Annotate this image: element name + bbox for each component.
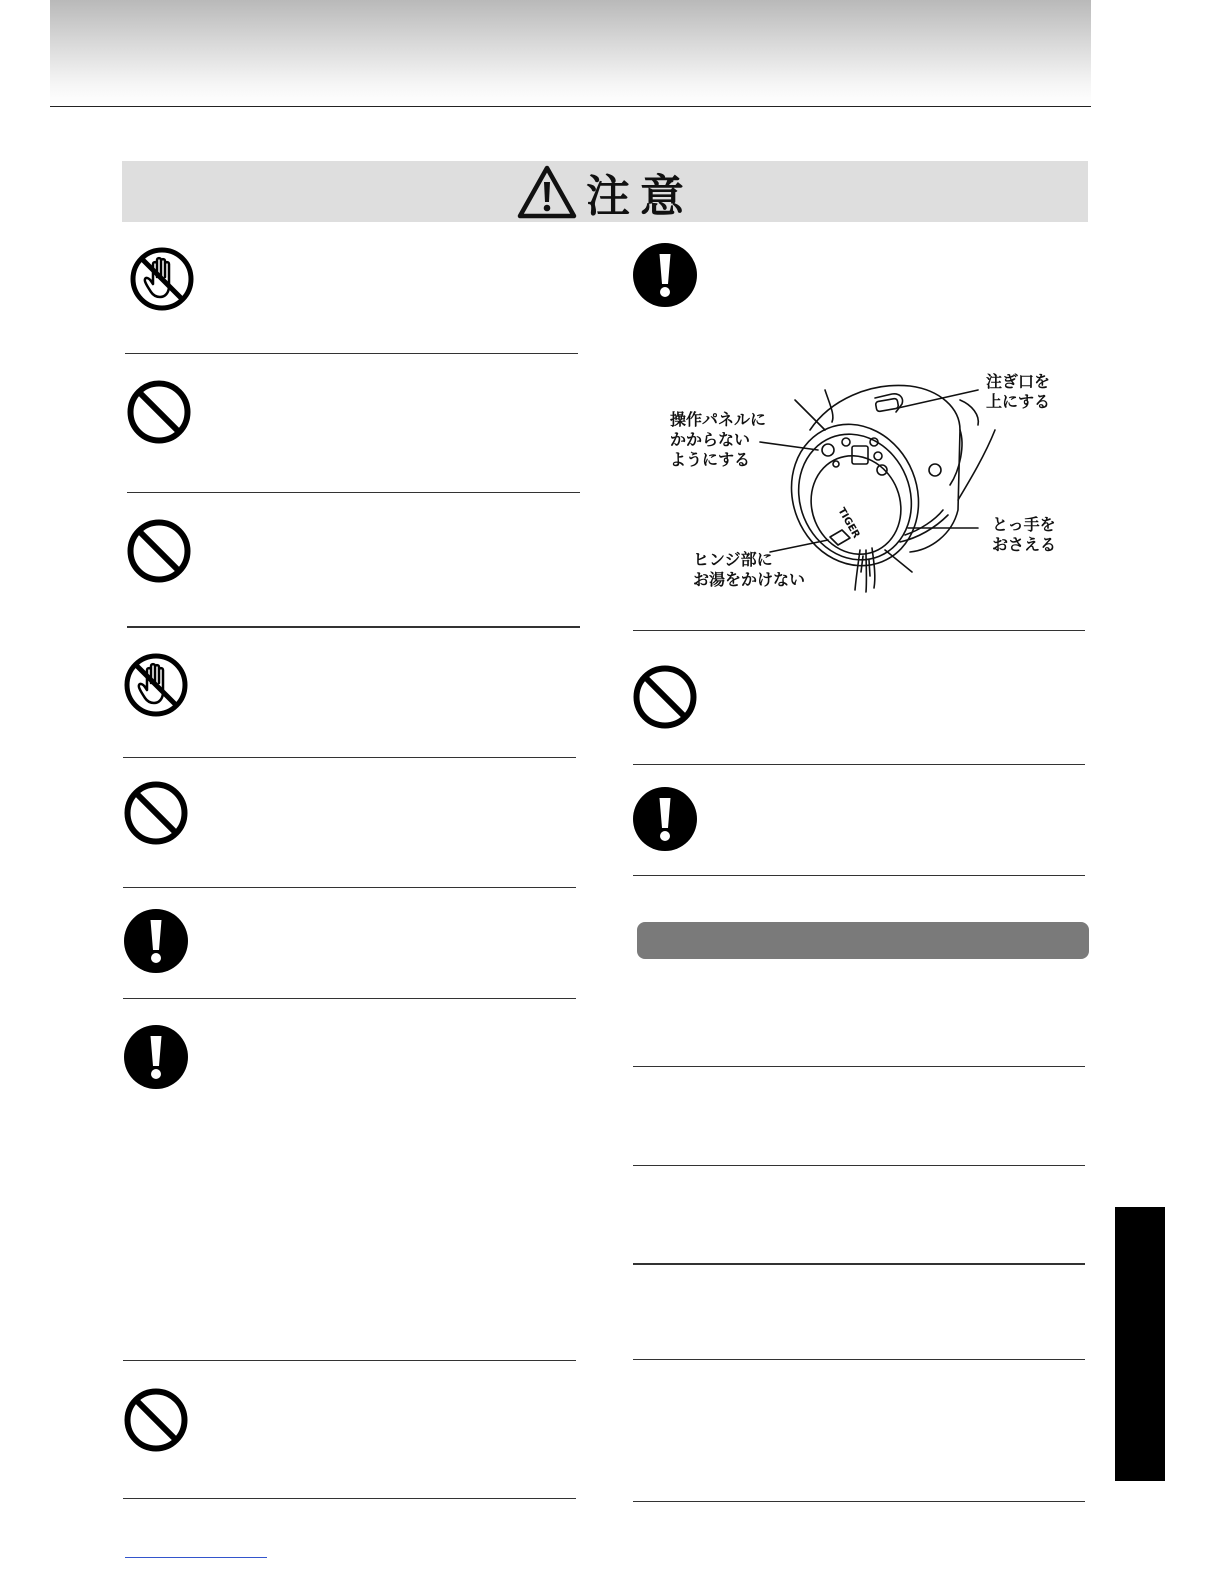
prohibited-icon	[126, 379, 192, 445]
divider	[633, 1165, 1085, 1166]
no-touch-icon	[123, 652, 189, 718]
divider	[123, 887, 576, 888]
no-touch-icon	[129, 246, 195, 312]
caution-banner	[122, 161, 1088, 222]
mandatory-icon	[123, 1024, 189, 1090]
callout-spout-line2: 上にする	[986, 392, 1051, 411]
caution-title: 注意	[586, 170, 694, 222]
divider	[633, 875, 1085, 876]
divider	[123, 998, 576, 999]
warning-triangle-icon	[516, 164, 578, 220]
divider	[127, 626, 580, 628]
side-index-tab	[1115, 1207, 1165, 1481]
header-band	[50, 0, 1091, 107]
callout-panel-line3: ようにする	[670, 450, 751, 469]
callout-hinge	[693, 550, 805, 590]
divider	[633, 630, 1085, 631]
mandatory-icon	[632, 242, 698, 308]
section-header-bar	[637, 922, 1089, 959]
callout-handle-line1: とっ手を	[992, 515, 1056, 534]
prohibited-icon	[126, 518, 192, 584]
divider	[633, 1359, 1085, 1360]
divider	[123, 1498, 576, 1499]
divider	[123, 1360, 576, 1361]
divider	[633, 1263, 1085, 1265]
callout-panel	[670, 410, 766, 470]
callout-handle-line2: おさえる	[992, 535, 1057, 554]
divider	[127, 492, 580, 493]
mandatory-icon	[632, 786, 698, 852]
footer-link[interactable]	[125, 1557, 267, 1558]
callout-hinge-line1: ヒンジ部に	[693, 550, 773, 569]
callout-panel-line2: かからない	[670, 430, 751, 449]
divider	[633, 764, 1085, 765]
callout-hinge-line2: お湯をかけない	[693, 570, 806, 589]
brand-mark: TIGER	[835, 506, 862, 541]
divider	[633, 1066, 1085, 1067]
divider	[633, 1501, 1085, 1502]
callout-handle	[992, 515, 1056, 555]
prohibited-icon	[632, 664, 698, 730]
prohibited-icon	[123, 1387, 189, 1453]
mandatory-icon	[123, 908, 189, 974]
callout-spout-line1: 注ぎ口を	[986, 372, 1051, 391]
callout-panel-line1: 操作パネルに	[670, 410, 767, 429]
prohibited-icon	[123, 780, 189, 846]
divider	[123, 757, 576, 758]
divider	[125, 353, 578, 354]
callout-spout	[986, 372, 1050, 412]
